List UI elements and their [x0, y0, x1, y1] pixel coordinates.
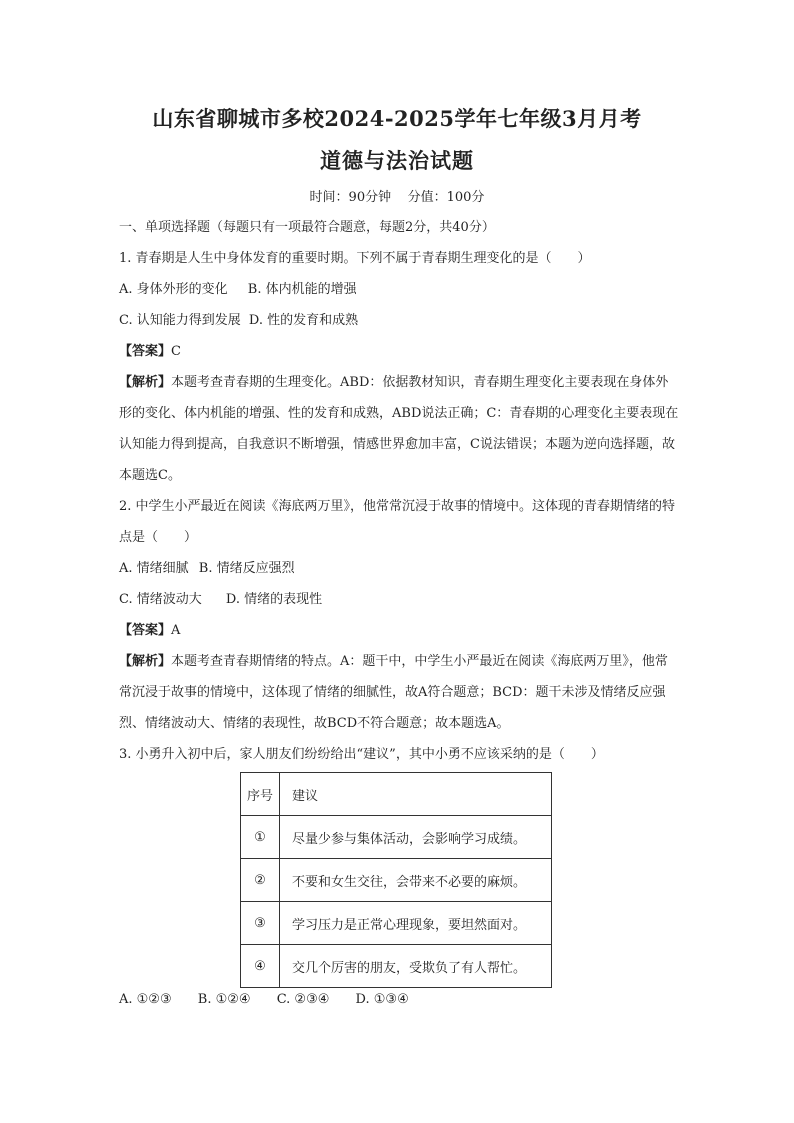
question-2-option-b: B. 情绪反应强烈 [198, 561, 295, 576]
table-cell-index: ② [241, 859, 280, 902]
question-3-option-d: D. ①③④ [355, 992, 409, 1007]
question-2-options-row2 [119, 584, 679, 615]
table-cell-text: 交几个厉害的朋友，受欺负了有人帮忙。 [280, 945, 552, 988]
question-2-analysis [119, 646, 679, 739]
answer-value: C [171, 344, 181, 359]
table-header-cell: 建议 [280, 773, 552, 816]
table-cell-index: ④ [241, 945, 280, 988]
exam-subtitle: 道德与法治试题 [320, 148, 474, 173]
question-3-stem: 3. 小勇升入初中后，家人朋友们纷纷给出“建议”，其中小勇不应该采纳的是（ ） [119, 747, 604, 762]
question-1-answer [119, 336, 679, 367]
exam-body [119, 212, 679, 770]
table-row [241, 816, 552, 859]
analysis-label: 【解析】 [119, 375, 172, 390]
question-2-option-c: C. 情绪波动大 [119, 592, 202, 607]
analysis-text: 本题考查青春期情绪的特点。A：题干中，中学生小严最近在阅读《海底两万里》，他常常沉浸于故事的情境中，这体现了情绪的细腻性，故A符合题意；BCD：题干未涉及情绪反应强烈、情绪波动大、情绪的表现性，故BCD不符合题意；故本题选A。 [119, 654, 668, 731]
question-1-stem: 1. 青春期是人生中身体发育的重要时期。下列不属于青春期生理变化的是（ ） [119, 251, 591, 266]
exam-title: 山东省聊城市多校2024-2025学年七年级3月月考 [152, 106, 642, 131]
question-1-options-row2 [119, 305, 679, 336]
answer-value: A [171, 623, 181, 638]
table-cell-index: ③ [241, 902, 280, 945]
question-1-options-row1 [119, 274, 679, 305]
question-3-option-c: C. ②③④ [276, 992, 330, 1007]
table-header-cell: 序号 [241, 773, 280, 816]
answer-label: 【答案】 [119, 623, 172, 638]
section-heading: 一、单项选择题（每题只有一项最符合题意，每题2分，共40分） [119, 220, 495, 235]
analysis-label: 【解析】 [119, 654, 172, 669]
question-1-option-c: C. 认知能力得到发展 [119, 313, 241, 328]
table-row [241, 945, 552, 988]
table-cell-index: ① [241, 816, 280, 859]
table-row [241, 902, 552, 945]
question-1-analysis [119, 367, 679, 491]
table-cell-text: 尽量少参与集体活动，会影响学习成绩。 [280, 816, 552, 859]
question-2-options-row1 [119, 553, 679, 584]
exam-meta: 时间：90分钟 分值：100分 [309, 190, 485, 205]
answer-label: 【答案】 [119, 344, 172, 359]
table-header-row [241, 773, 552, 816]
question-1-option-a: A. 身体外形的变化 [119, 282, 228, 297]
analysis-text: 本题考查青春期的生理变化。ABD：依据教材知识，青春期生理变化主要表现在身体外形的变化、体内机能的增强、性的发育和成熟，ABD说法正确；C：青春期的心理变化主要表现在认知能力得到提高，自我意识不断增强，情感世界愈加丰富，C说法错误；本题为逆向选择题，故本题选C。 [119, 375, 679, 483]
question-3-options [119, 986, 431, 1014]
table-cell-text: 不要和女生交往，会带来不必要的麻烦。 [280, 859, 552, 902]
question-3-option-a: A. ①②③ [119, 992, 172, 1007]
question-3-option-b: B. ①②④ [197, 992, 251, 1007]
question-1-option-b: B. 体内机能的增强 [247, 282, 357, 297]
question-2-option-d: D. 情绪的表现性 [225, 592, 323, 607]
question-2-answer [119, 615, 679, 646]
question-2-option-a: A. 情绪细腻 [119, 561, 189, 576]
table-row [241, 859, 552, 902]
question-2-stem: 2. 中学生小严最近在阅读《海底两万里》，他常常沉浸于故事的情境中。这体现的青春期情绪的特点是（ ） [119, 499, 676, 545]
question-1-option-d: D. 性的发育和成熟 [248, 313, 359, 328]
table-cell-text: 学习压力是正常心理现象，要坦然面对。 [280, 902, 552, 945]
suggestion-table [240, 772, 552, 988]
